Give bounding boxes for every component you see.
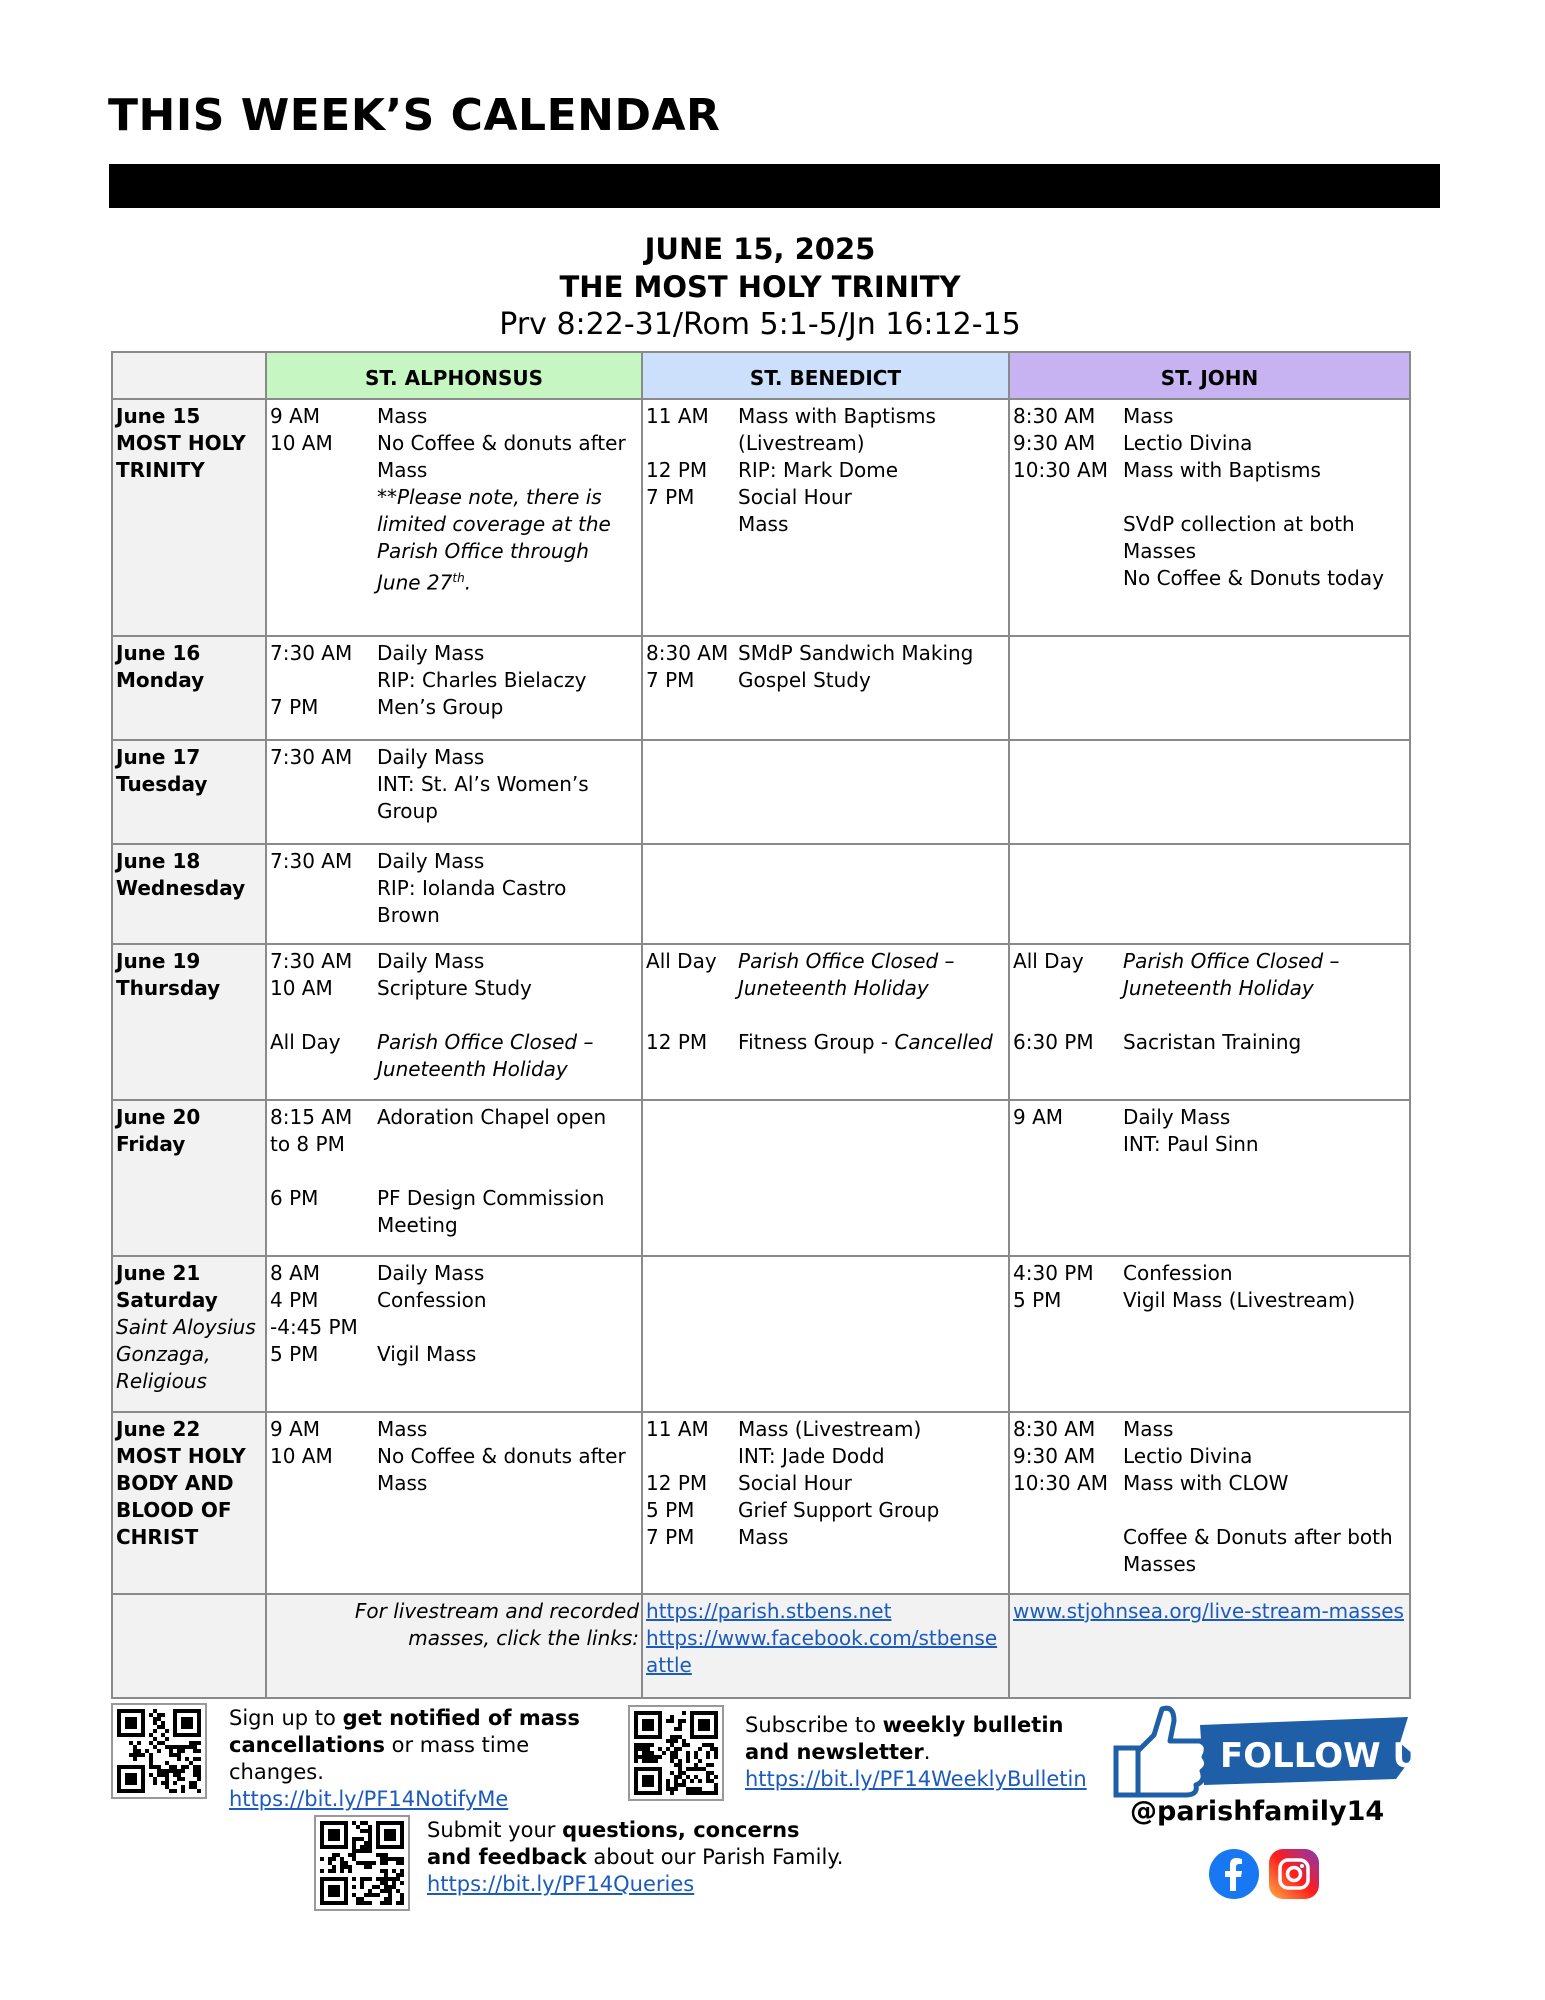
benedict-times-cell	[642, 1412, 735, 1594]
day-saint: Gonzaga,	[116, 1342, 211, 1366]
stbens-parish-link[interactable]: https://parish.stbens.net	[646, 1599, 892, 1623]
john-times-cell	[1009, 844, 1120, 944]
day-label: June 21	[116, 1261, 201, 1285]
parish-office-note-line: June 27th.	[377, 570, 472, 595]
john-events-cell	[1120, 1100, 1410, 1256]
day-label: Monday	[116, 668, 205, 692]
alphonsus-times-cell	[266, 399, 374, 636]
day-cell	[112, 1100, 266, 1256]
benedict-links-cell	[642, 1594, 1009, 1698]
john-event-line	[1123, 1497, 1407, 1524]
alphonsus-time-line	[270, 667, 372, 694]
alphonsus-time-line: 8 AM	[270, 1261, 321, 1285]
benedict-event-line: Gospel Study	[738, 668, 871, 692]
alphonsus-time-line: 7:30 AM	[270, 745, 353, 769]
alphonsus-times-cell	[266, 740, 374, 844]
john-event-line: Vigil Mass (Livestream)	[1123, 1288, 1356, 1312]
promo-notify-pre: Sign up to	[229, 1706, 343, 1730]
john-time-line: All Day	[1013, 949, 1084, 973]
john-event-line: Mass	[1123, 404, 1174, 428]
benedict-events-cell	[735, 844, 1009, 944]
benedict-times-cell	[642, 740, 735, 844]
alphonsus-event-line: No Coffee & donuts after	[377, 431, 626, 455]
day-label: Wednesday	[116, 876, 246, 900]
alphonsus-events-cell	[374, 1256, 642, 1412]
alphonsus-events-cell	[374, 399, 642, 636]
promo-bulletin	[745, 1712, 1105, 1793]
header-day-column	[112, 352, 266, 399]
benedict-time-line: 7 PM	[646, 485, 695, 509]
alphonsus-event-line: Brown	[377, 903, 440, 927]
day-cell	[112, 844, 266, 944]
alphonsus-event-line: Scripture Study	[377, 976, 532, 1000]
alphonsus-events-cell	[374, 844, 642, 944]
alphonsus-times-cell	[266, 944, 374, 1100]
alphonsus-event-line: Daily Mass	[377, 949, 485, 973]
benedict-event-line: Grief Support Group	[738, 1498, 940, 1522]
john-event-line: No Coffee & Donuts today	[1123, 566, 1384, 590]
john-times-cell	[1009, 1412, 1120, 1594]
benedict-time-line	[646, 1443, 733, 1470]
day-label: June 16	[116, 641, 201, 665]
calendar-row	[112, 844, 1410, 944]
benedict-events-cell	[735, 636, 1009, 740]
john-time-line: 5 PM	[1013, 1288, 1062, 1312]
parish-office-note-line: Parish Office through	[377, 539, 589, 563]
john-event-line: INT: Paul Sinn	[1123, 1132, 1259, 1156]
day-cell	[112, 399, 266, 636]
promo-queries-pre: Submit your	[427, 1818, 563, 1842]
day-cell	[112, 1412, 266, 1594]
benedict-time-line	[646, 430, 733, 457]
readings: Prv 8:22-31/Rom 5:1-5/Jn 16:12-15	[499, 307, 1021, 342]
day-label: MOST HOLY	[116, 431, 246, 455]
benedict-event-line: Mass	[738, 512, 789, 536]
footer-label-cell	[266, 1594, 642, 1698]
alphonsus-time-line: 10 AM	[270, 431, 333, 455]
alphonsus-event-line	[377, 1002, 639, 1029]
benedict-events-cell	[735, 1100, 1009, 1256]
benedict-events-cell	[735, 1412, 1009, 1594]
benedict-times-cell	[642, 1256, 735, 1412]
header-st-alphonsus: ST. ALPHONSUS	[266, 352, 642, 399]
alphonsus-event-line: RIP: Charles Bielaczy	[377, 668, 587, 692]
alphonsus-event-line: Confession	[377, 1288, 487, 1312]
day-label: June 17	[116, 745, 201, 769]
benedict-times-cell	[642, 844, 735, 944]
promo-notify-bold: get notified of mass cancellations	[229, 1706, 580, 1757]
john-links-cell	[1009, 1594, 1410, 1698]
benedict-time-line: 11 AM	[646, 1417, 709, 1441]
benedict-event-line: INT: Jade Dodd	[738, 1444, 885, 1468]
john-time-line	[1013, 975, 1118, 1002]
alphonsus-event-line: No Coffee & donuts after	[377, 1444, 626, 1468]
alphonsus-events-cell	[374, 636, 642, 740]
benedict-time-line: 12 PM	[646, 1471, 708, 1495]
day-label: Saturday	[116, 1288, 218, 1312]
calendar-row	[112, 636, 1410, 740]
day-label: Thursday	[116, 976, 221, 1000]
alphonsus-time-line	[270, 1002, 372, 1029]
alphonsus-event-line: Mass	[377, 458, 428, 482]
day-cell	[112, 1256, 266, 1412]
john-event-line: Confession	[1123, 1261, 1233, 1285]
benedict-times-cell	[642, 1100, 735, 1256]
day-label: June 18	[116, 849, 201, 873]
day-label: June 15	[116, 404, 201, 428]
john-events-cell	[1120, 1412, 1410, 1594]
qr-code-bulletin[interactable]	[628, 1705, 724, 1801]
alphonsus-event-line	[377, 1158, 639, 1185]
alphonsus-event-line: Daily Mass	[377, 745, 485, 769]
john-times-cell	[1009, 399, 1120, 636]
john-time-line: 8:30 AM	[1013, 1417, 1096, 1441]
benedict-event-line: Mass (Livestream)	[738, 1417, 922, 1441]
alphonsus-event-line: Mass	[377, 1471, 428, 1495]
john-event-line: Mass with Baptisms	[1123, 458, 1321, 482]
john-times-cell	[1009, 636, 1120, 740]
promo-bulletin-pre: Subscribe to	[745, 1713, 883, 1737]
alphonsus-time-line: 10 AM	[270, 1444, 333, 1468]
john-time-line: 10:30 AM	[1013, 458, 1108, 482]
qr-code-notify[interactable]	[111, 1703, 207, 1799]
alphonsus-time-line: 10 AM	[270, 976, 333, 1000]
benedict-event-line: Mass	[738, 1525, 789, 1549]
footer-blank-cell	[112, 1594, 266, 1698]
alphonsus-time-line: 4 PM	[270, 1288, 319, 1312]
alphonsus-times-cell	[266, 1256, 374, 1412]
livestream-label: For livestream and recorded masses, click the links:	[354, 1599, 640, 1650]
day-label: Tuesday	[116, 772, 208, 796]
promo-queries-post: about our Parish Family.	[586, 1845, 844, 1869]
john-events-cell	[1120, 844, 1410, 944]
follow-us-banner[interactable]	[1108, 1703, 1445, 1798]
promo-notify	[229, 1705, 619, 1813]
benedict-events-cell	[735, 399, 1009, 636]
day-cell	[112, 944, 266, 1100]
benedict-event-line: Social Hour	[738, 485, 852, 509]
john-event-line: Masses	[1123, 539, 1197, 563]
john-events-cell	[1120, 1256, 1410, 1412]
alphonsus-event-line: Juneteenth Holiday	[377, 1057, 568, 1081]
benedict-events-cell	[735, 1256, 1009, 1412]
stbens-facebook-link[interactable]: https://www.facebook.com/stbenseattle	[646, 1626, 998, 1677]
header-st-john: ST. JOHN	[1009, 352, 1410, 399]
queries-link[interactable]: https://bit.ly/PF14Queries	[427, 1872, 695, 1896]
john-time-line: 9 AM	[1013, 1105, 1064, 1129]
john-times-cell	[1009, 740, 1120, 844]
day-label: CHRIST	[116, 1525, 199, 1549]
alphonsus-time-line: 7:30 AM	[270, 849, 353, 873]
livestream-links-row	[112, 1594, 1410, 1698]
benedict-time-line: 12 PM	[646, 1030, 708, 1054]
thumb-cuff-shape	[1116, 1748, 1138, 1795]
benedict-times-cell	[642, 399, 735, 636]
benedict-event-line: Mass with Baptisms	[738, 404, 936, 428]
john-times-cell	[1009, 944, 1120, 1100]
benedict-event-line: RIP: Mark Dome	[738, 458, 899, 482]
alphonsus-event-line: Daily Mass	[377, 849, 485, 873]
john-event-line: Daily Mass	[1123, 1105, 1231, 1129]
benedict-time-line: 11 AM	[646, 404, 709, 428]
benedict-time-line	[646, 1002, 733, 1029]
alphonsus-event-line: Daily Mass	[377, 1261, 485, 1285]
john-events-cell	[1120, 740, 1410, 844]
day-label: MOST HOLY	[116, 1444, 246, 1468]
benedict-event-line: Juneteenth Holiday	[738, 976, 929, 1000]
alphonsus-event-line: Group	[377, 799, 438, 823]
benedict-event-line: Fitness Group - Cancelled	[738, 1030, 993, 1054]
alphonsus-time-line: 8:15 AM	[270, 1105, 353, 1129]
john-time-line: 9:30 AM	[1013, 431, 1096, 455]
alphonsus-time-line	[270, 1158, 372, 1185]
john-event-line: Lectio Divina	[1123, 431, 1253, 455]
alphonsus-event-line: Daily Mass	[377, 641, 485, 665]
alphonsus-events-cell	[374, 740, 642, 844]
alphonsus-time-line: All Day	[270, 1030, 341, 1054]
calendar-row	[112, 740, 1410, 844]
calendar-date: JUNE 15, 2025	[644, 232, 876, 266]
weekly-calendar-table	[111, 351, 1411, 1699]
alphonsus-time-line: 6 PM	[270, 1186, 319, 1210]
alphonsus-time-line: 7 PM	[270, 695, 319, 719]
alphonsus-event-line: INT: St. Al’s Women’s	[377, 772, 589, 796]
john-events-cell	[1120, 636, 1410, 740]
day-label: Friday	[116, 1132, 186, 1156]
benedict-events-cell	[735, 944, 1009, 1100]
alphonsus-time-line: to 8 PM	[270, 1132, 345, 1156]
benedict-time-line: All Day	[646, 949, 717, 973]
john-event-line: Coffee & Donuts after both	[1123, 1525, 1393, 1549]
day-cell	[112, 636, 266, 740]
header-st-benedict: ST. BENEDICT	[642, 352, 1009, 399]
benedict-event-line: SMdP Sandwich Making	[738, 641, 974, 665]
alphonsus-times-cell	[266, 1412, 374, 1594]
facebook-icon[interactable]	[1209, 1849, 1259, 1899]
john-event-line: Mass with CLOW	[1123, 1471, 1289, 1495]
alphonsus-event-line: Vigil Mass	[377, 1342, 477, 1366]
calendar-row	[112, 1412, 1410, 1594]
alphonsus-times-cell	[266, 636, 374, 740]
day-label: June 22	[116, 1417, 201, 1441]
calendar-row	[112, 1256, 1410, 1412]
day-label: BLOOD OF	[116, 1498, 232, 1522]
john-event-line: Sacristan Training	[1123, 1030, 1302, 1054]
john-events-cell	[1120, 944, 1410, 1100]
alphonsus-time-line: 7:30 AM	[270, 949, 353, 973]
alphonsus-time-line: 9 AM	[270, 1417, 321, 1441]
alphonsus-times-cell	[266, 844, 374, 944]
john-event-line: Parish Office Closed –	[1123, 949, 1340, 973]
benedict-event-line: Social Hour	[738, 1471, 852, 1495]
bulletin-link[interactable]: https://bit.ly/PF14WeeklyBulletin	[745, 1767, 1087, 1791]
benedict-event-line: (Livestream)	[738, 431, 865, 455]
john-event-line	[1123, 1002, 1407, 1029]
benedict-times-cell	[642, 944, 735, 1100]
john-time-line: 4:30 PM	[1013, 1261, 1094, 1285]
benedict-time-line	[646, 975, 733, 1002]
promo-notify-post: or mass time changes.	[229, 1733, 530, 1784]
calendar-row	[112, 1100, 1410, 1256]
day-saint: Saint Aloysius	[116, 1315, 256, 1339]
instagram-icon[interactable]	[1269, 1849, 1319, 1899]
john-time-line: 6:30 PM	[1013, 1030, 1094, 1054]
parish-office-note-line: limited coverage at the	[377, 512, 611, 536]
john-time-line: 9:30 AM	[1013, 1444, 1096, 1468]
promo-bulletin-bold: weekly bulletin and newsletter	[745, 1713, 1064, 1764]
calendar-row	[112, 944, 1410, 1100]
john-event-line	[1123, 484, 1407, 511]
feast-title: THE MOST HOLY TRINITY	[559, 270, 961, 304]
thumbs-up-icon	[1138, 1708, 1207, 1795]
john-events-cell	[1120, 399, 1410, 636]
benedict-time-line: 7 PM	[646, 668, 695, 692]
stjohn-livestream-link[interactable]: www.stjohnsea.org/live-stream-masses	[1013, 1599, 1404, 1623]
john-event-line: Masses	[1123, 1552, 1197, 1576]
john-event-line: Mass	[1123, 1417, 1174, 1441]
john-times-cell	[1009, 1256, 1120, 1412]
title-divider-bar	[109, 164, 1440, 208]
alphonsus-event-line: RIP: Iolanda Castro	[377, 876, 567, 900]
calendar-row	[112, 399, 1410, 636]
john-time-line: 8:30 AM	[1013, 404, 1096, 428]
john-event-line: Juneteenth Holiday	[1123, 976, 1314, 1000]
john-time-line: 10:30 AM	[1013, 1471, 1108, 1495]
alphonsus-event-line	[377, 1131, 639, 1158]
alphonsus-events-cell	[374, 944, 642, 1100]
benedict-events-cell	[735, 740, 1009, 844]
benedict-time-line: 8:30 AM	[646, 641, 729, 665]
social-handle[interactable]: @parishfamily14	[1130, 1796, 1385, 1827]
alphonsus-event-line	[377, 1314, 639, 1341]
john-time-line	[1013, 1002, 1118, 1029]
alphonsus-time-line: 9 AM	[270, 404, 321, 428]
promo-queries	[427, 1817, 847, 1898]
alphonsus-time-line: 7:30 AM	[270, 641, 353, 665]
benedict-event-line	[738, 1002, 1006, 1029]
alphonsus-event-line: Adoration Chapel open	[377, 1105, 607, 1129]
benedict-time-line: 12 PM	[646, 458, 708, 482]
day-label: TRINITY	[116, 458, 205, 482]
page-title: THIS WEEK’S CALENDAR	[108, 90, 721, 141]
day-label: June 20	[116, 1105, 201, 1129]
qr-code-queries[interactable]	[314, 1815, 410, 1911]
benedict-times-cell	[642, 636, 735, 740]
alphonsus-time-line: -4:45 PM	[270, 1315, 358, 1339]
alphonsus-event-line: PF Design Commission	[377, 1186, 605, 1210]
promo-queries-bold: questions, concerns and feedback	[427, 1818, 800, 1869]
alphonsus-events-cell	[374, 1100, 642, 1256]
day-label: June 19	[116, 949, 201, 973]
alphonsus-event-line: Mass	[377, 1417, 428, 1441]
alphonsus-times-cell	[266, 1100, 374, 1256]
alphonsus-event-line: Parish Office Closed –	[377, 1030, 594, 1054]
alphonsus-event-line: Men’s Group	[377, 695, 504, 719]
john-event-line: SVdP collection at both	[1123, 512, 1355, 536]
day-saint: Religious	[116, 1369, 207, 1393]
notify-link[interactable]: https://bit.ly/PF14NotifyMe	[229, 1787, 509, 1811]
day-cell	[112, 740, 266, 844]
parish-office-note-line: **Please note, there is	[377, 485, 602, 509]
alphonsus-event-line: Meeting	[377, 1213, 458, 1237]
john-times-cell	[1009, 1100, 1120, 1256]
promo-bulletin-post: .	[923, 1740, 931, 1764]
alphonsus-time-line: 5 PM	[270, 1342, 319, 1366]
benedict-event-line: Parish Office Closed –	[738, 949, 955, 973]
alphonsus-events-cell	[374, 1412, 642, 1594]
benedict-time-line: 7 PM	[646, 1525, 695, 1549]
follow-us-text: FOLLOW US	[1220, 1736, 1445, 1776]
day-label: BODY AND	[116, 1471, 234, 1495]
john-event-line: Lectio Divina	[1123, 1444, 1253, 1468]
benedict-time-line: 5 PM	[646, 1498, 695, 1522]
alphonsus-event-line: Mass	[377, 404, 428, 428]
